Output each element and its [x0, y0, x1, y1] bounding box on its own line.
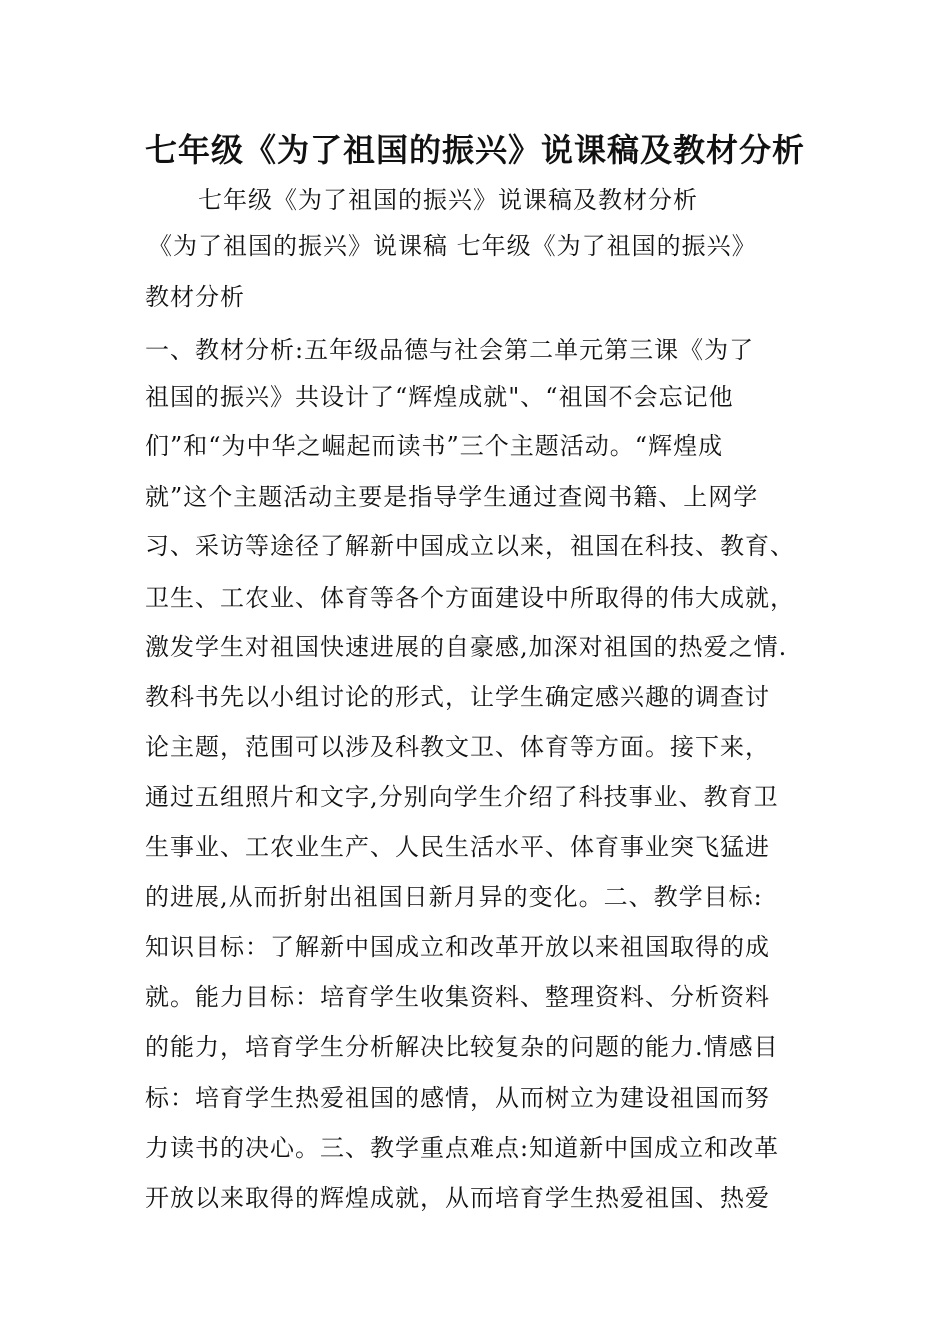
body-line: 一、教材分析:五年级品德与社会第二单元第三课《为了 — [145, 336, 755, 364]
body-line: 卫生、工农业、体育等各个方面建设中所取得的伟大成就， — [145, 584, 795, 612]
body-line: 激发学生对祖国快速进展的自豪感,加深对祖国的热爱之情. — [145, 633, 788, 661]
body-line: 就”这个主题活动主要是指导学生通过查阅书籍、上网学 — [145, 483, 759, 511]
body-line: 的能力，培育学生分析解决比较复杂的问题的能力.情感目 — [145, 1033, 779, 1061]
body-line: 的进展,从而折射出祖国日新月异的变化。二、教学目标: — [145, 883, 763, 911]
body-line: 《为了祖国的振兴》说课稿 七年级《为了祖国的振兴》 — [148, 232, 757, 260]
body-line: 标：培育学生热爱祖国的感情，从而树立为建设祖国而努 — [145, 1084, 770, 1112]
body-line: 们”和“为中华之崛起而读书”三个主题活动。“辉煌成 — [145, 432, 724, 460]
body-line: 知识目标：了解新中国成立和改革开放以来祖国取得的成 — [145, 933, 770, 961]
body-line: 就。能力目标：培育学生收集资料、整理资料、分析资料 — [145, 983, 770, 1011]
body-line: 习、采访等途径了解新中国成立以来，祖国在科技、教育、 — [145, 532, 795, 560]
body-line: 通过五组照片和文字,分别向学生介绍了科技事业、教育卫 — [145, 783, 779, 811]
body-line: 教材分析 — [145, 283, 245, 311]
body-line: 教科书先以小组讨论的形式，让学生确定感兴趣的调查讨 — [145, 683, 770, 711]
body-line: 七年级《为了祖国的振兴》说课稿及教材分析 — [198, 186, 698, 214]
body-line: 论主题，范围可以涉及科教文卫、体育等方面。接下来， — [145, 733, 770, 761]
document-title: 七年级《为了祖国的振兴》说课稿及教材分析 — [144, 131, 805, 169]
body-line: 生事业、工农业生产、人民生活水平、体育事业突飞猛进 — [145, 833, 770, 861]
body-line: 力读书的决心。三、教学重点难点:知道新中国成立和改革 — [145, 1134, 780, 1162]
body-line: 开放以来取得的辉煌成就，从而培育学生热爱祖国、热爱 — [145, 1184, 770, 1212]
body-line: 祖国的振兴》共设计了“辉煌成就"、“祖国不会忘记他 — [145, 383, 734, 411]
